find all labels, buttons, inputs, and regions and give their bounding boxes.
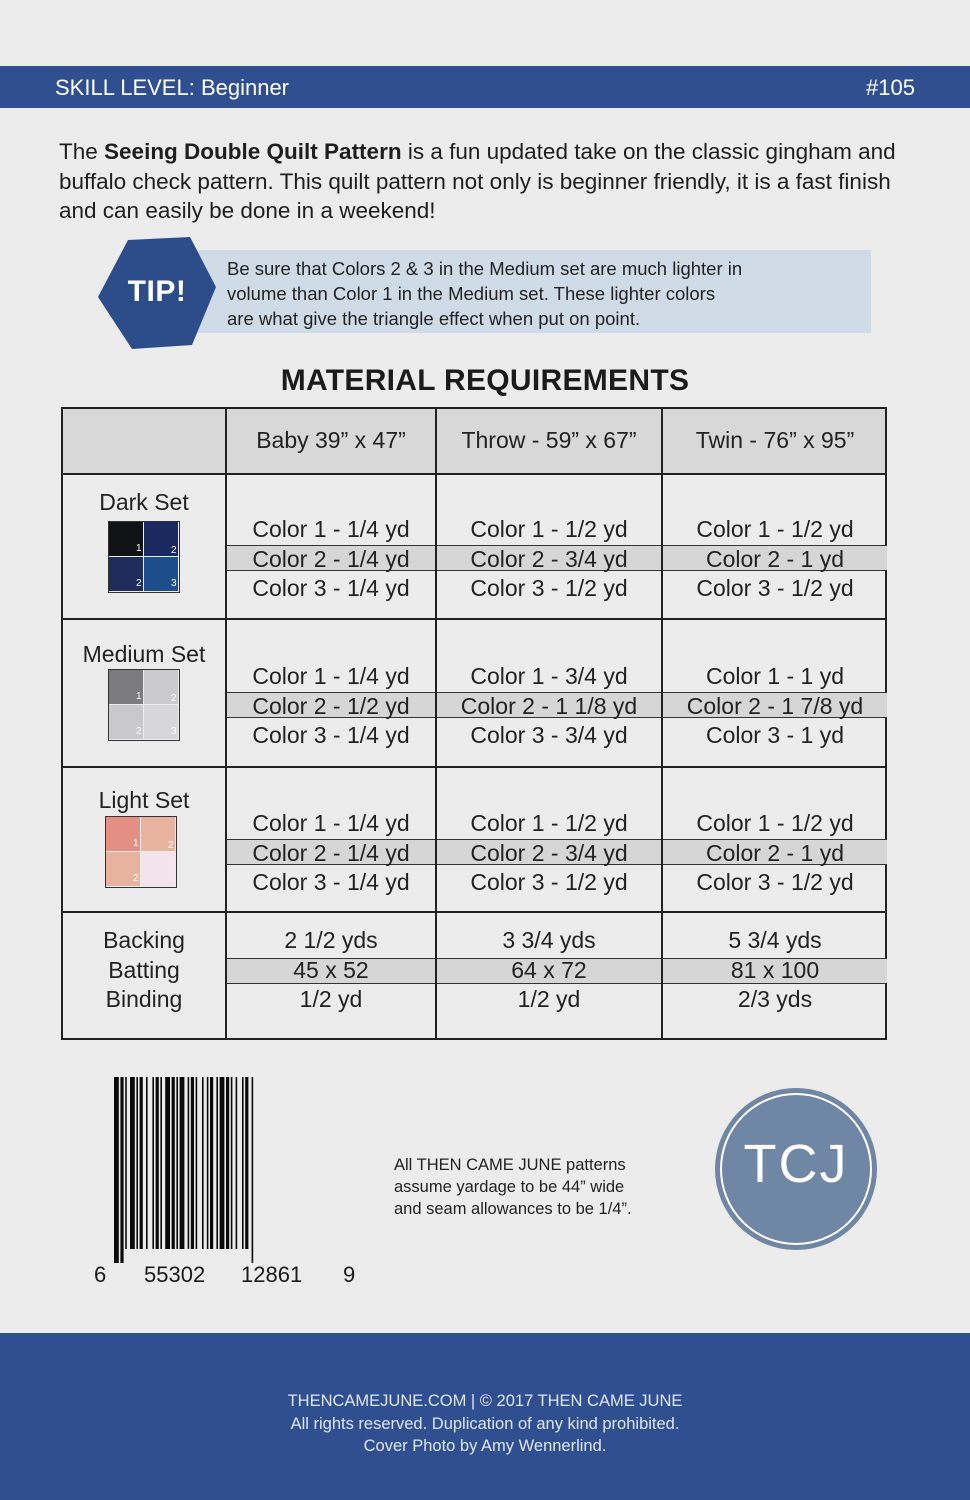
footer-line: THENCAMEJUNE.COM | © 2017 THEN CAME JUNE <box>287 1392 683 1410</box>
barcode-bar <box>160 1077 162 1249</box>
pattern-number: #105 <box>866 75 915 100</box>
tip-line: are what give the triangle effect when put on point. <box>227 308 641 329</box>
cell-line: Color 3 - 1/4 yd <box>252 575 410 601</box>
swatch-number: 1 <box>133 838 139 849</box>
tip-text <box>227 256 857 331</box>
barcode-bar <box>114 1077 119 1263</box>
barcode-bar <box>156 1077 159 1249</box>
cell-line: Color 1 - 1 yd <box>705 663 845 689</box>
swatch-square <box>141 852 175 886</box>
materials-title <box>0 364 970 398</box>
barcode-digit: 9 <box>343 1262 356 1287</box>
backing-label: Backing <box>103 927 185 953</box>
tip-badge <box>98 237 216 351</box>
cell-line: Color 1 - 1/4 yd <box>252 516 410 542</box>
cell-line: Color 3 - 1/4 yd <box>252 722 410 748</box>
swatch-number: 1 <box>136 543 142 554</box>
cell-line: Color 2 - 1 yd <box>705 545 845 572</box>
row-label-light-set: Light Set <box>98 787 190 813</box>
table-cell <box>663 809 887 898</box>
barcode-bar <box>196 1077 198 1249</box>
column-header: Baby 39” x 47” <box>256 427 406 453</box>
intro-pattern-name: Seeing Double Quilt Pattern <box>104 139 402 164</box>
swatch-number: 2 <box>136 578 142 589</box>
barcode-bar <box>226 1077 229 1249</box>
barcode-bar <box>216 1077 218 1249</box>
barcode-bar <box>252 1077 254 1263</box>
cell-line: Color 1 - 1/2 yd <box>470 516 628 542</box>
swatch-number: 2 <box>136 726 142 737</box>
skill-level: SKILL LEVEL: Beginner <box>55 75 290 100</box>
cell-line: Color 1 - 1/2 yd <box>696 810 854 836</box>
table-cell <box>437 515 661 604</box>
footer-text <box>0 1390 970 1458</box>
swatch-number: 2 <box>133 873 139 884</box>
column-header: Twin - 76” x 95” <box>695 427 855 453</box>
barcode-bar <box>180 1077 185 1249</box>
swatch-number: 2 <box>168 840 174 851</box>
table-divider <box>63 911 885 913</box>
cell-line: Color 3 - 1/2 yd <box>696 575 854 601</box>
barcode-digit: 55302 <box>144 1262 206 1287</box>
barcode-bar <box>136 1077 138 1249</box>
barcode-bar <box>220 1077 225 1249</box>
yardage-note <box>394 1154 694 1220</box>
cell-line: Color 3 - 1/2 yd <box>470 575 628 601</box>
note-line: and seam allowances to be 1/4”. <box>394 1200 632 1218</box>
barcode-digit: 6 <box>94 1262 107 1287</box>
barcode-bar <box>210 1077 213 1249</box>
cell-line: 5 3/4 yds <box>728 927 822 953</box>
note-line: assume yardage to be 44” wide <box>394 1178 625 1196</box>
swatch-number: 3 <box>171 726 177 737</box>
cell-line: Color 3 - 1/2 yd <box>470 869 628 895</box>
table-cell <box>663 926 887 1015</box>
materials-title-text: MATERIAL REQUIREMENTS <box>280 364 690 397</box>
medium-set-swatch <box>108 669 180 741</box>
batting-label: Batting <box>108 956 180 983</box>
materials-table <box>61 407 887 1040</box>
cell-line: Color 3 - 3/4 yd <box>470 722 628 748</box>
table-cell <box>663 662 887 751</box>
cell-line: Color 2 - 1 1/8 yd <box>460 692 638 719</box>
dark-set-swatch <box>108 521 180 593</box>
barcode-bar <box>130 1077 135 1249</box>
cell-line: 2 1/2 yds <box>284 927 378 953</box>
footer-line: All rights reserved. Duplication of any kind prohibited. <box>290 1414 680 1433</box>
table-cell <box>437 926 661 1015</box>
swatch-number: 1 <box>136 691 142 702</box>
logo-text: TCJ <box>743 1134 849 1194</box>
barcode-bar <box>165 1077 170 1249</box>
barcode-bar <box>152 1077 154 1249</box>
cell-line: Color 2 - 1 yd <box>705 839 845 866</box>
barcode-bar <box>245 1077 248 1249</box>
barcode-bar <box>176 1077 178 1249</box>
barcode-bar <box>242 1077 244 1249</box>
cell-line: Color 2 - 3/4 yd <box>470 839 628 866</box>
cell-line: Color 1 - 1/4 yd <box>252 663 410 689</box>
cell-line: 3 3/4 yds <box>502 927 596 953</box>
cell-line: Color 3 - 1/4 yd <box>252 869 410 895</box>
cell-line: Color 1 - 1/2 yd <box>696 516 854 542</box>
extras-labels <box>63 926 225 1015</box>
barcode-digit: 12861 <box>241 1262 303 1287</box>
intro-body: is a fun updated take on the classic gingham and buffalo check pattern. This quilt pattern not only is beginner friendly, it is a fast finish and can easily be done in a weekend! <box>59 139 896 223</box>
barcode-bar <box>140 1077 143 1249</box>
cell-line: Color 1 - 3/4 yd <box>470 663 628 689</box>
cell-line: 1/2 yd <box>299 986 363 1012</box>
header-bar <box>0 66 970 108</box>
barcode-bar <box>120 1077 123 1263</box>
cell-line: 2/3 yds <box>737 986 813 1012</box>
table-cell <box>227 809 435 898</box>
cell-line: 45 x 52 <box>293 956 369 983</box>
table-cell <box>227 515 435 604</box>
cell-line: 1/2 yd <box>517 986 581 1012</box>
swatch-number: 2 <box>171 545 177 556</box>
table-cell <box>437 662 661 751</box>
light-set-swatch <box>105 816 177 888</box>
barcode-bar <box>207 1077 209 1249</box>
tip-label: TIP! <box>127 275 187 308</box>
intro-paragraph <box>59 137 929 226</box>
table-divider <box>63 766 885 768</box>
table-cell <box>437 809 661 898</box>
table-cell <box>227 662 435 751</box>
swatch-number: 2 <box>171 693 177 704</box>
cell-line: Color 2 - 1/4 yd <box>252 545 410 572</box>
column-header: Throw - 59” x 67” <box>461 427 637 453</box>
table-cell <box>227 926 435 1015</box>
cell-line: Color 2 - 1/4 yd <box>252 839 410 866</box>
intro-prefix: The <box>59 139 105 164</box>
barcode <box>112 1077 342 1263</box>
binding-label: Binding <box>105 986 183 1012</box>
cell-line: 81 x 100 <box>730 956 820 983</box>
swatch-number: 3 <box>171 578 177 589</box>
table-divider <box>63 618 885 620</box>
barcode-bar <box>146 1077 148 1249</box>
tip-line: Be sure that Colors 2 & 3 in the Medium set are much lighter in <box>227 258 743 279</box>
cell-line: Color 1 - 1/2 yd <box>470 810 628 836</box>
barcode-bar <box>231 1077 233 1249</box>
barcode-bar <box>172 1077 175 1249</box>
cell-line: Color 2 - 1/2 yd <box>252 692 410 719</box>
cell-line: 64 x 72 <box>511 956 587 983</box>
cell-line: Color 2 - 1 7/8 yd <box>686 692 864 719</box>
footer-line: Cover Photo by Amy Wennerlind. <box>363 1437 607 1455</box>
cell-line: Color 3 - 1 yd <box>705 722 845 748</box>
cell-line: Color 2 - 3/4 yd <box>470 545 628 572</box>
row-label-dark-set: Dark Set <box>99 489 189 515</box>
table-cell <box>663 515 887 604</box>
barcode-bar <box>191 1077 194 1249</box>
cell-line: Color 1 - 1/4 yd <box>252 810 410 836</box>
barcode-bar <box>236 1077 238 1249</box>
table-divider <box>63 473 885 475</box>
tip-line: volume than Color 1 in the Medium set. These lighter colors <box>227 283 716 304</box>
barcode-bar <box>202 1077 204 1249</box>
barcode-bar <box>125 1077 127 1249</box>
row-label-medium-set: Medium Set <box>82 641 206 667</box>
cell-line: Color 3 - 1/2 yd <box>696 869 854 895</box>
note-line: All THEN CAME JUNE patterns <box>394 1156 626 1174</box>
barcode-bar <box>188 1077 190 1249</box>
